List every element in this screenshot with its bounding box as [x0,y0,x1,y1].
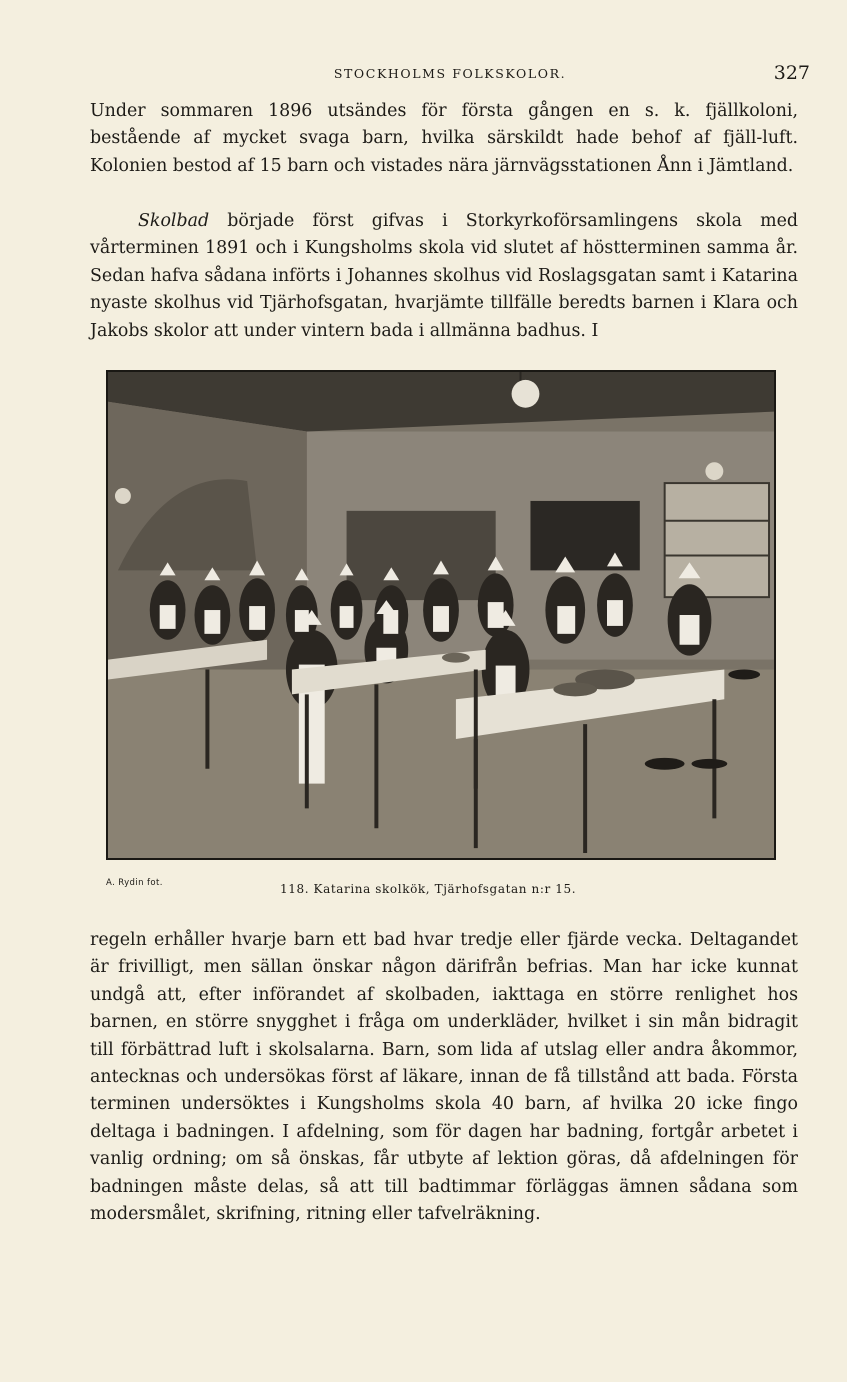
figure-caption: 118. Katarina skolkök, Tjärhofsgatan n:r 15. [280,882,577,896]
paragraph-bad-regel: regeln erhåller hvarje barn ett bad hvar tredje eller fjärde vecka. Deltagandet är frivilligt, men sällan önskar någon därifrån befrias. Man har icke kunnat undgå att, efter införandet af skolbaden, iakttaga en större renlighet hos barnen, en större snygghet i fråga om underkläder, hvilket i sin mån bidragit till förbättrad luft i skolsalarna. Barn, som lida af utslag eller andra åkommor, antecknas och undersökas först af läkare, innan de få tillstånd att bada. Första terminen undersöktes i Kungsholms skola 40 barn, af hvilka 20 icke fingo deltaga i badningen. I afdelning, som för dagen har badning, fortgår arbetet i vanlig ordning; om så önskas, får utbyte af lektion göras, då afdelningen för badningen måste delas, så att till badtimmar förläggas ämnen sådana som modersmålet, skrifning, ritning eller tafvelräkning. [90,930,798,1225]
photo-credit: A. Rydin fot. [106,878,163,888]
paragraph-fjallkoloni: Under sommaren 1896 utsändes för första gången en s. k. fjällkoloni, bestående af mycket svaga barn, hvilka särskildt hade behof af fjäll-luft. Kolonien bestod af 15 barn och vistades nära järnvägsstationen Ånn i Jämtland. [90,101,798,176]
paragraph-skolbad [90,208,798,345]
page-header [90,62,810,84]
school-kitchen-photo [106,370,776,860]
photo-illustration [108,372,774,858]
running-title: STOCKHOLMS FOLKSKOLOR. [333,66,567,81]
page-number: 327 [773,62,810,84]
skolbad-term: Skolbad [138,211,210,231]
paragraph-skolbad-text: började först gifvas i Storkyrkoförsamlingens skola med vårterminen 1891 och i Kungsholms skola vid slutet af höstterminen samma år. Sedan hafva sådana införts i Johannes skolhus vid Roslagsgatan samt i Katarina nyaste skolhus vid Tjärhofsgatan, hvarjämte tillfälle beredts barnen i Klara och Jakobs skolor att under vintern bada i allmänna badhus. I [90,211,798,341]
